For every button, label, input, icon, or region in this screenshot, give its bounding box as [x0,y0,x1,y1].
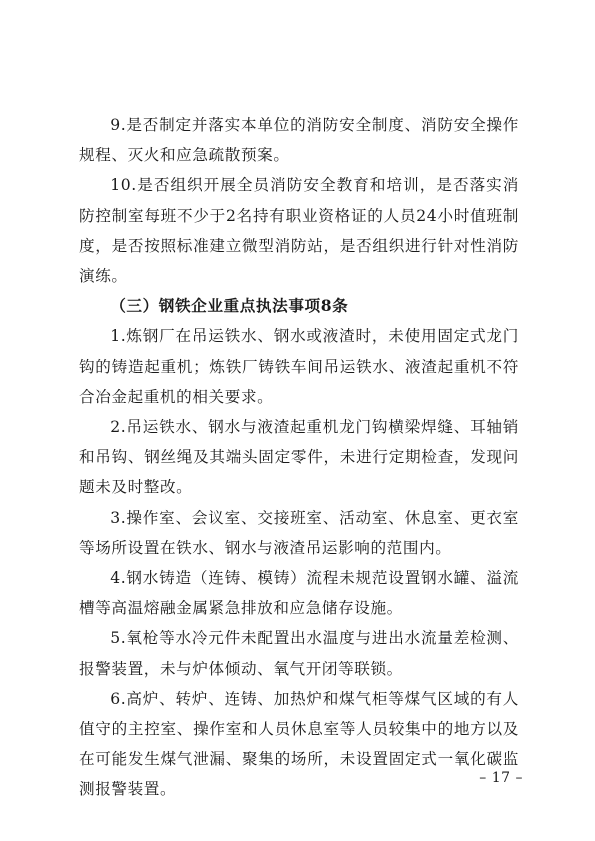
paragraph-steel-item-1: 1.炼钢厂在吊运铁水、钢水或液渣时，未使用固定式龙门钩的铸造起重机；炼铁厂铸铁车间吊运铁水、液渣起重机不符合冶金起重机的相关要求。 [79,327,519,406]
paragraph-steel-item-2: 2.吊运铁水、钢水与液渣起重机龙门钩横梁焊缝、耳轴销和吊钩、钢丝绳及其端头固定零件，未进行定期检查，发现问题未及时整改。 [79,418,519,497]
paragraph-steel-item-3: 3.操作室、会议室、交接班室、活动室、休息室、更衣室等场所设置在铁水、钢水与液渣吊运影响的范围内。 [79,508,519,557]
paragraph-steel-item-6: 6.高炉、转炉、连铸、加热炉和煤气柜等煤气区域的有人值守的主控室、操作室和人员休息室等人员较集中的地方以及在可能发生煤气泄漏、聚集的场所，未设置固定式一氧化碳监测报警装置。 [79,689,519,799]
page-body [79,110,519,805]
section-heading-steel: （三）钢铁企业重点执法事项8条 [110,296,349,316]
paragraph-item-10: 10.是否组织开展全员消防安全教育和培训，是否落实消防控制室每班不少于2名持有职业资格证的人员24小时值班制度，是否按照标准建立微型消防站，是否组织进行针对性消防演练。 [79,176,519,286]
paragraph-steel-item-4: 4.钢水铸造（连铸、模铸）流程未规范设置钢水罐、溢流槽等高温熔融金属紧急排放和应急储存设施。 [79,569,519,618]
page-number: – 17 – [479,770,523,786]
paragraph-item-9: 9.是否制定并落实本单位的消防安全制度、消防安全操作规程、灭火和应急疏散预案。 [79,116,519,165]
paragraph-steel-item-5: 5.氧枪等水冷元件未配置出水温度与进出水流量差检测、报警装置，未与炉体倾动、氧气开闭等联锁。 [79,629,519,678]
